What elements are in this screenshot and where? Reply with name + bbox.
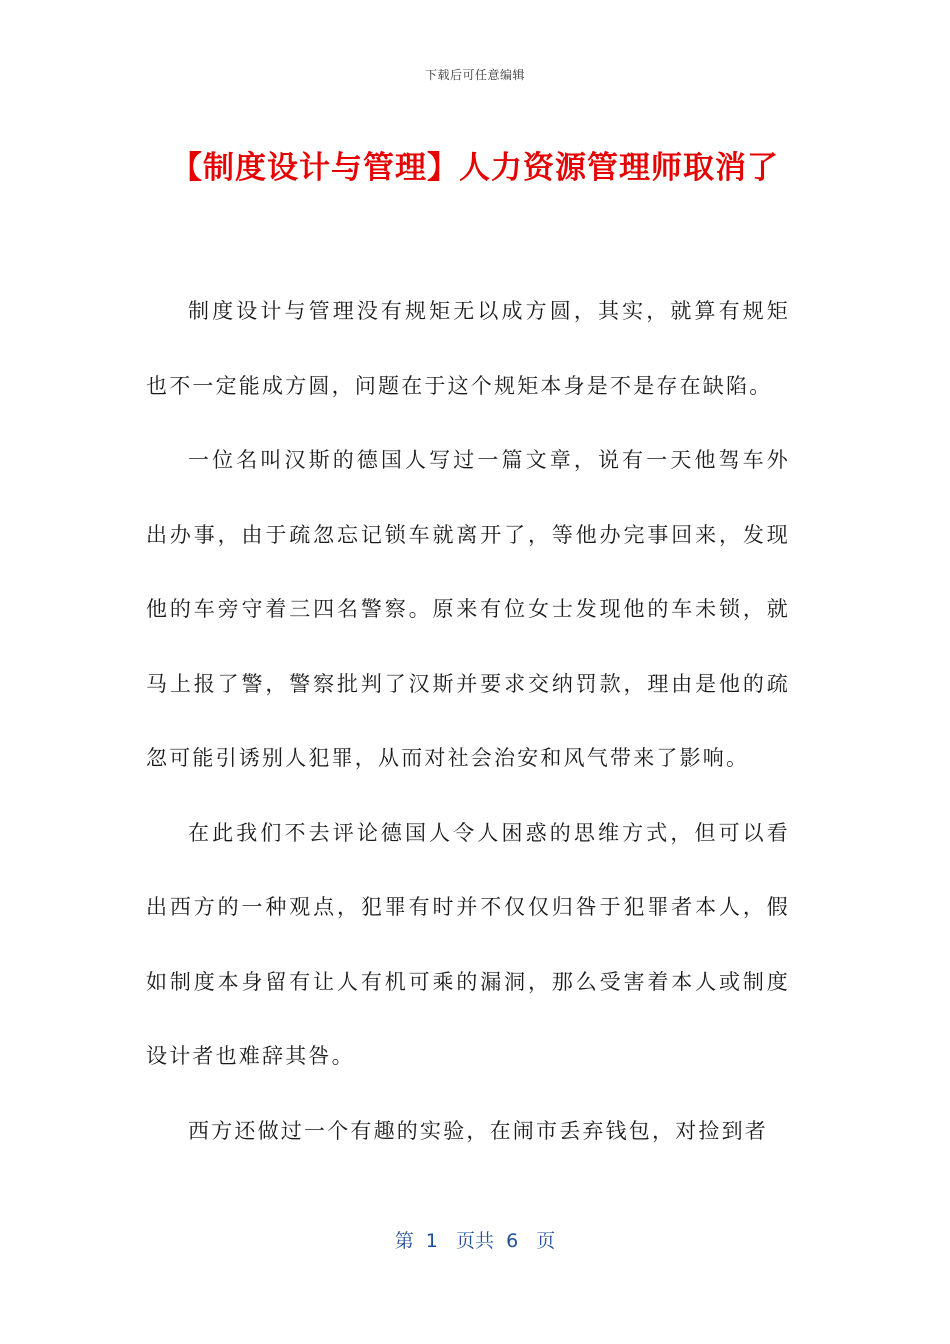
paragraph: 制度设计与管理没有规矩无以成方圆，其实，就算有规矩也不一定能成方圆，问题在于这个规矩本身是不是存在缺陷。 [146, 299, 790, 398]
paragraph: 在此我们不去评论德国人令人困惑的思维方式，但可以看出西方的一种观点，犯罪有时并不仅仅归咎于犯罪者本人，假如制度本身留有让人有机可乘的漏洞，那么受害着本人或制度设计者也难辞其咎。 [146, 820, 790, 1068]
paragraph: 西方还做过一个有趣的实验，在闹市丢弃钱包，对捡到者 [188, 1118, 768, 1143]
page-number-footer: 第 1 页共 6 页 [394, 1230, 556, 1252]
document-body [146, 274, 790, 1168]
document-title: 【制度设计与管理】人力资源管理师取消了 [171, 150, 779, 186]
header-note: 下载后可任意编辑 [424, 68, 525, 82]
paragraph: 一位名叫汉斯的德国人写过一篇文章，说有一天他驾车外出办事，由于疏忽忘记锁车就离开了，等他办完事回来，发现他的车旁守着三四名警察。原来有位女士发现他的车未锁，就马上报了警，警察批判了汉斯并要求交纳罚款，理由是他的疏忽可能引诱别人犯罪，从而对社会治安和风气带来了影响。 [146, 448, 790, 770]
